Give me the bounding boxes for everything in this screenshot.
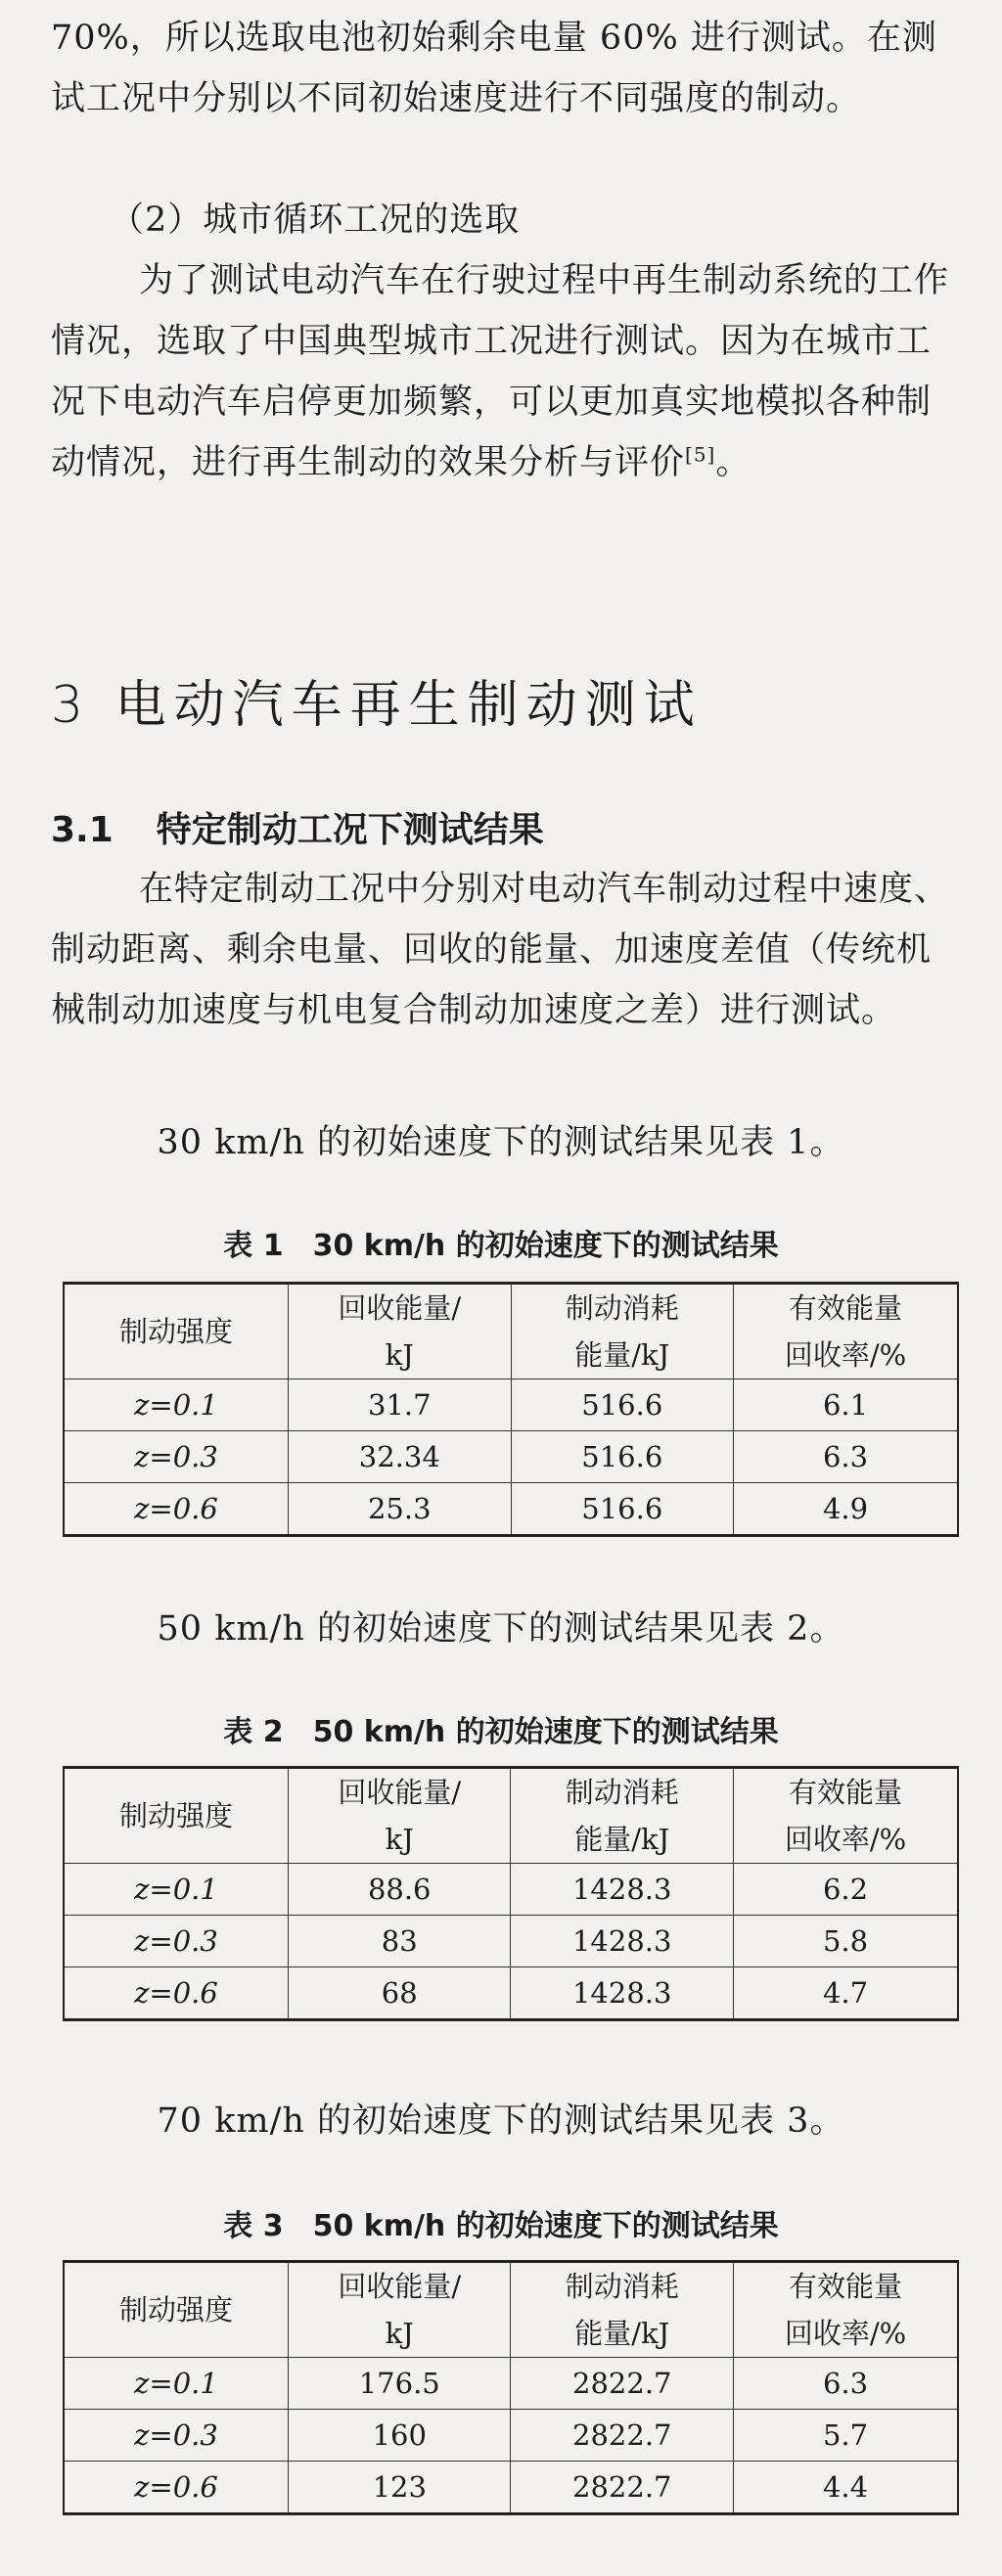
header-braking-intensity: 制动强度 [64, 1284, 289, 1379]
subsection-text: 特定制动工况下测试结果 [156, 810, 544, 850]
table-row: z=0.3 160 2822.7 5.7 [64, 2410, 958, 2462]
paragraph-city-cycle-end: 。 [715, 443, 752, 482]
table-caption-2: 表 2 50 km/h 的初始速度下的测试结果 [223, 1715, 779, 1749]
header-recovery-rate: 有效能量 回收率/% [734, 1768, 958, 1864]
table-row: z=0.1 176.5 2822.7 6.3 [64, 2358, 958, 2410]
paragraph-intro: 在特定制动工况中分别对电动汽车制动过程中速度、制动距离、剩余电量、回收的能量、加速度差值（传统机械制动加速度与机电复合制动加速度之差）进行测试。 [51, 870, 950, 1030]
table-row: z=0.3 83 1428.3 5.8 [64, 1916, 958, 1967]
paragraph-city-cycle-text: 为了测试电动汽车在行驶过程中再生制动系统的工作情况，选取了中国典型城市工况进行测试。因为在城市工况下电动汽车启停更加频繁，可以更加真实地模拟各种制动情况，进行再生制动的效果分析与评价 [51, 261, 950, 482]
table-row: z=0.1 88.6 1428.3 6.2 [64, 1864, 958, 1916]
header-recovery-rate: 有效能量 回收率/% [734, 2262, 958, 2358]
table-ref-2: 50 km/h 的初始速度下的测试结果见表 2。 [157, 1609, 845, 1649]
results-table-1 [63, 1282, 959, 1537]
results-table-2 [63, 1766, 959, 2021]
header-recovery-rate: 有效能量 回收率/% [734, 1284, 958, 1379]
table-caption-1: 表 1 30 km/h 的初始速度下的测试结果 [223, 1229, 779, 1263]
results-table-3 [63, 2260, 959, 2515]
table-caption-3: 表 3 50 km/h 的初始速度下的测试结果 [223, 2209, 779, 2243]
subsection-number: 3.1 [51, 810, 114, 850]
header-recovered-energy: 回收能量/ kJ [289, 2262, 511, 2358]
table-header-row [64, 2262, 958, 2358]
header-braking-intensity: 制动强度 [64, 1768, 289, 1864]
paragraph-heading-city-cycle: （2）城市循环工况的选取 [110, 201, 521, 240]
table-ref-3: 70 km/h 的初始速度下的测试结果见表 3。 [157, 2101, 845, 2141]
table-row: z=0.6 123 2822.7 4.4 [64, 2462, 958, 2514]
table-header-row [64, 1284, 958, 1379]
table-row: z=0.6 25.3 516.6 4.9 [64, 1483, 958, 1536]
section-title: 3 电动汽车再生制动测试 [51, 676, 703, 735]
reference-mark: [5] [685, 442, 716, 467]
subsection-title [51, 802, 544, 852]
table-header-row [64, 1768, 958, 1864]
paragraph-battery: 70%，所以选取电池初始剩余电量 60% 进行测试。在测试工况中分别以不同初始速度进行不同强度的制动。 [51, 19, 937, 118]
header-braking-energy: 制动消耗 能量/kJ [511, 1284, 734, 1379]
header-recovered-energy: 回收能量/ kJ [289, 1768, 511, 1864]
header-recovered-energy: 回收能量/ kJ [289, 1284, 512, 1379]
header-braking-energy: 制动消耗 能量/kJ [511, 1768, 734, 1864]
table-row: z=0.3 32.34 516.6 6.3 [64, 1431, 958, 1483]
header-braking-energy: 制动消耗 能量/kJ [511, 2262, 734, 2358]
table-row: z=0.1 31.7 516.6 6.1 [64, 1379, 958, 1431]
paragraph-city-cycle [51, 250, 961, 493]
table-ref-1: 30 km/h 的初始速度下的测试结果见表 1。 [157, 1123, 845, 1162]
header-braking-intensity: 制动强度 [64, 2262, 289, 2358]
table-row: z=0.6 68 1428.3 4.7 [64, 1967, 958, 2020]
